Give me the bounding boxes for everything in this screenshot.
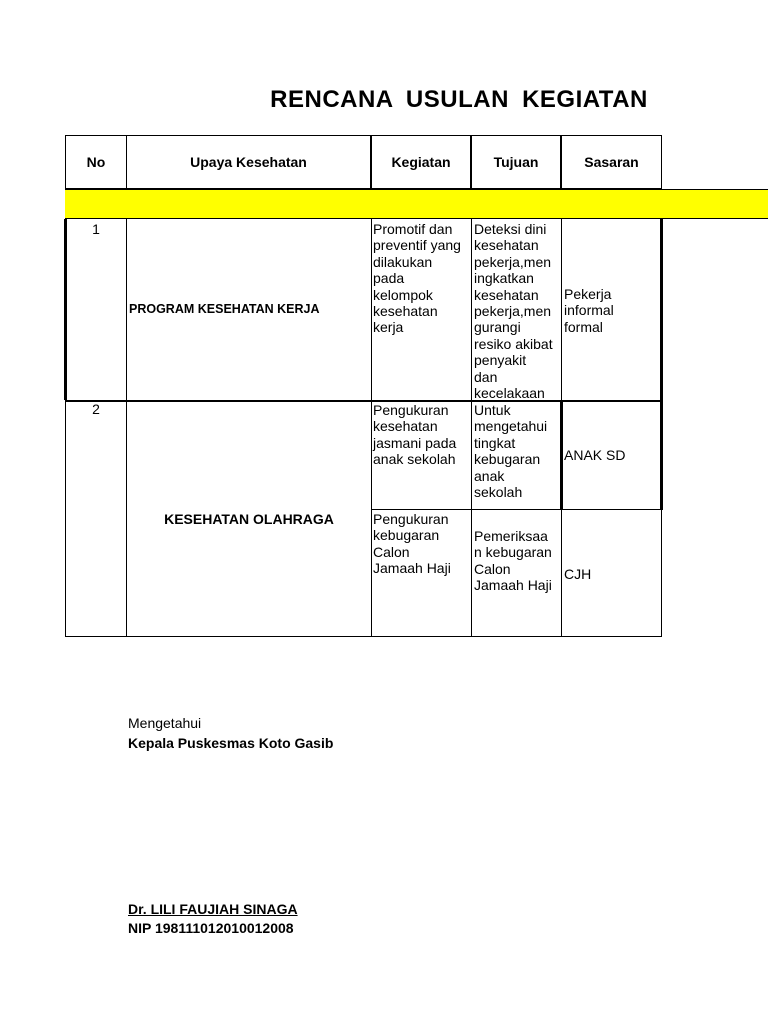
row2-kegiatan: Pengukuran kesehatan jasmani pada anak sekolah [373,402,457,468]
signer-name: Dr. LILI FAUJIAH SINAGA [128,901,298,917]
document-title: RENCANA USULAN KEGIATAN [270,86,648,113]
header-sasaran: Sasaran [561,135,662,189]
row1-sasaran: Pekerja informal formal [564,286,614,335]
row3-tujuan: Pemeriksaa n kebugaran Calon Jamaah Haji [474,528,552,594]
row1-no: 1 [92,221,100,237]
grid-line [126,219,127,637]
grid-line [65,636,662,637]
header-tujuan: Tujuan [471,135,561,189]
grid-line [371,509,662,510]
row1-kegiatan: Promotif dan preventif yang dilakukan pada kelompok kesehatan kerja [373,221,461,336]
grid-line [65,400,662,402]
row3-kegiatan: Pengukuran kebugaran Calon Jamaah Haji [373,511,451,577]
row2-sasaran: ANAK SD [564,447,626,463]
row1-right-border [660,219,663,400]
row2-upaya: KESEHATAN OLAHRAGA [164,511,334,527]
mengetahui-label: Mengetahui [128,715,202,731]
header-upaya: Upaya Kesehatan [126,135,371,189]
row3-sasaran: CJH [564,566,592,582]
row2-tujuan: Untuk mengetahui tingkat kebugaran anak sekolah [474,402,548,501]
row1-left-border [64,219,67,400]
signer-nip: NIP 198111012010012008 [128,920,294,936]
highlight-band [65,189,768,219]
grid-line [371,219,372,637]
row1-upaya: PROGRAM KESEHATAN KERJA [129,302,320,316]
row2-no: 2 [92,401,100,417]
signer-position: Kepala Puskesmas Koto Gasib [128,735,334,751]
header-no: No [65,135,127,189]
row2-sasaran-right-border [660,400,663,510]
header-kegiatan: Kegiatan [371,135,471,189]
row1-tujuan: Deteksi dini kesehatan pekerja,men ingkatkan kesehatan pekerja,men gurangi resiko akibat penyakit dan kecelakaan [474,221,553,402]
